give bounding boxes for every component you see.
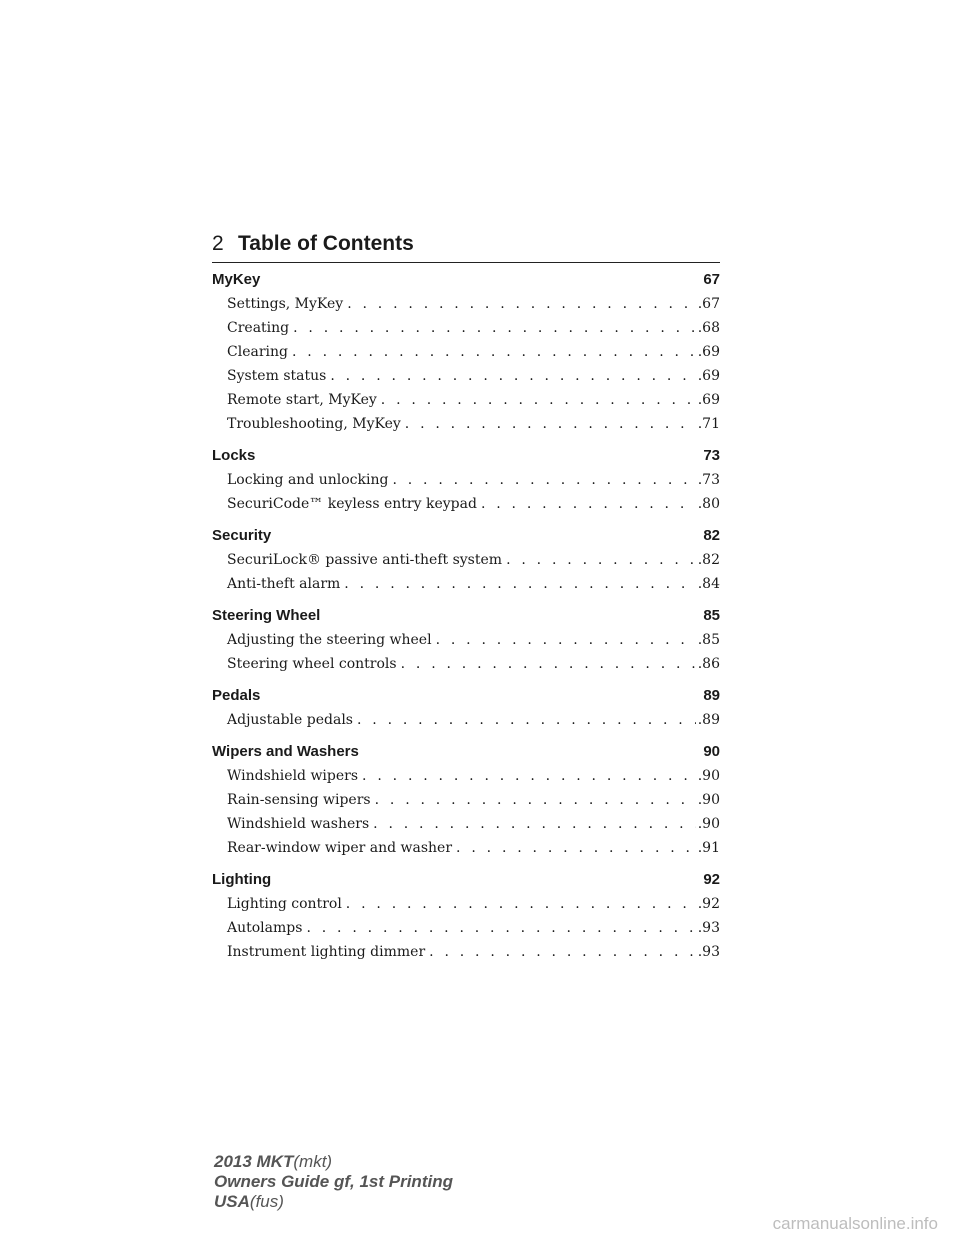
entry-label: Adjusting the steering wheel — [227, 632, 432, 648]
section-title: Locks — [212, 447, 256, 464]
toc-section — [212, 444, 720, 516]
entry-label: Anti-theft alarm — [227, 576, 341, 592]
dot-leader — [330, 364, 695, 388]
page-number: 2 — [212, 232, 224, 255]
watermark: carmanualsonline.info — [772, 1214, 938, 1233]
section-heading[interactable] — [212, 740, 720, 764]
entry-page: .69 — [697, 368, 720, 384]
entry-page: .90 — [697, 768, 720, 784]
entry-page: .93 — [697, 944, 720, 960]
section-title: Wipers and Washers — [212, 743, 359, 760]
entry-page: .91 — [697, 840, 720, 856]
toc-section — [212, 268, 720, 436]
dot-leader — [293, 316, 696, 340]
section-heading[interactable] — [212, 868, 720, 892]
dot-leader — [373, 812, 696, 836]
section-page: 73 — [703, 447, 720, 464]
entry-page: .92 — [697, 896, 720, 912]
section-heading[interactable] — [212, 268, 720, 292]
entry-label: Troubleshooting, MyKey — [227, 416, 401, 432]
entry-label: Autolamps — [227, 920, 303, 936]
dot-leader — [292, 340, 696, 364]
entry-label: SecuriCode™ keyless entry keypad — [227, 496, 477, 512]
dot-leader — [362, 764, 696, 788]
entry-label: Locking and unlocking — [227, 472, 389, 488]
section-title: MyKey — [212, 271, 261, 288]
entry-page: .71 — [697, 416, 720, 432]
dot-leader — [405, 412, 696, 436]
section-heading[interactable] — [212, 604, 720, 628]
section-page: 85 — [703, 607, 720, 624]
toc-entry[interactable] — [212, 836, 720, 860]
toc-entry[interactable] — [212, 492, 720, 516]
page-title: Table of Contents — [238, 232, 414, 255]
entry-label: System status — [227, 368, 327, 384]
toc-entry[interactable] — [212, 412, 720, 436]
entry-label: Instrument lighting dimmer — [227, 944, 426, 960]
section-page: 92 — [703, 871, 720, 888]
page-header — [212, 230, 720, 263]
footer-line-1: 2013 MKT(mkt) — [214, 1152, 333, 1171]
toc-entry[interactable] — [212, 628, 720, 652]
dot-leader — [381, 388, 696, 412]
dot-leader — [481, 492, 696, 516]
toc-section — [212, 740, 720, 860]
entry-page: .69 — [697, 392, 720, 408]
toc-entry[interactable] — [212, 364, 720, 388]
entry-label: SecuriLock® passive anti-theft system — [227, 552, 503, 568]
section-page: 90 — [703, 743, 720, 760]
dot-leader — [344, 572, 695, 596]
dot-leader — [306, 916, 695, 940]
footer — [214, 1152, 614, 1212]
toc-entry[interactable] — [212, 572, 720, 596]
dot-leader — [429, 940, 696, 964]
entry-page: .80 — [697, 496, 720, 512]
entry-label: Windshield wipers — [227, 768, 359, 784]
dot-leader — [392, 468, 695, 492]
entry-label: Settings, MyKey — [227, 296, 344, 312]
entry-label: Steering wheel controls — [227, 656, 397, 672]
entry-page: .68 — [697, 320, 720, 336]
dot-leader — [436, 628, 696, 652]
toc-entry[interactable] — [212, 764, 720, 788]
section-page: 82 — [703, 527, 720, 544]
toc-section — [212, 868, 720, 964]
entry-label: Clearing — [227, 344, 288, 360]
toc-entry[interactable] — [212, 292, 720, 316]
section-heading[interactable] — [212, 444, 720, 468]
toc-section — [212, 604, 720, 676]
section-title: Lighting — [212, 871, 272, 888]
section-title: Pedals — [212, 687, 261, 704]
entry-page: .93 — [697, 920, 720, 936]
toc-section — [212, 684, 720, 732]
entry-page: .73 — [697, 472, 720, 488]
entry-label: Windshield washers — [227, 816, 370, 832]
toc-entry[interactable] — [212, 812, 720, 836]
dot-leader — [346, 892, 696, 916]
entry-page: .89 — [697, 712, 720, 728]
section-heading[interactable] — [212, 524, 720, 548]
section-title: Security — [212, 527, 272, 544]
entry-label: Rain-sensing wipers — [227, 792, 371, 808]
section-heading[interactable] — [212, 684, 720, 708]
entry-label: Rear-window wiper and washer — [227, 840, 453, 856]
toc-entry[interactable] — [212, 548, 720, 572]
footer-line-2: Owners Guide gf, 1st Printing — [214, 1172, 453, 1191]
entry-label: Lighting control — [227, 896, 342, 912]
toc-entry[interactable] — [212, 468, 720, 492]
toc-section — [212, 524, 720, 596]
toc-entry[interactable] — [212, 788, 720, 812]
dot-leader — [375, 788, 696, 812]
entry-label: Adjustable pedals — [227, 712, 353, 728]
entry-label: Remote start, MyKey — [227, 392, 377, 408]
dot-leader — [401, 652, 696, 676]
footer-line-3: USA(fus) — [214, 1192, 284, 1211]
entry-label: Creating — [227, 320, 290, 336]
dot-leader — [456, 836, 696, 860]
toc-entry[interactable] — [212, 340, 720, 364]
entry-page: .86 — [697, 656, 720, 672]
entry-page: .84 — [697, 576, 720, 592]
entry-page: .90 — [697, 792, 720, 808]
toc-entry[interactable] — [212, 316, 720, 340]
entry-page: .85 — [697, 632, 720, 648]
toc-entry[interactable] — [212, 916, 720, 940]
entry-page: .90 — [697, 816, 720, 832]
section-page: 67 — [703, 271, 720, 288]
toc-entry[interactable] — [212, 388, 720, 412]
toc-entry[interactable] — [212, 652, 720, 676]
entry-page: .82 — [697, 552, 720, 568]
section-title: Steering Wheel — [212, 607, 321, 624]
toc-entry[interactable] — [212, 940, 720, 964]
entry-page: .67 — [697, 296, 720, 312]
section-page: 89 — [703, 687, 720, 704]
entry-page: .69 — [697, 344, 720, 360]
dot-leader — [347, 292, 696, 316]
dot-leader — [506, 548, 696, 572]
dot-leader — [357, 708, 696, 732]
table-of-contents — [212, 268, 720, 964]
toc-entry[interactable] — [212, 892, 720, 916]
toc-entry[interactable] — [212, 708, 720, 732]
